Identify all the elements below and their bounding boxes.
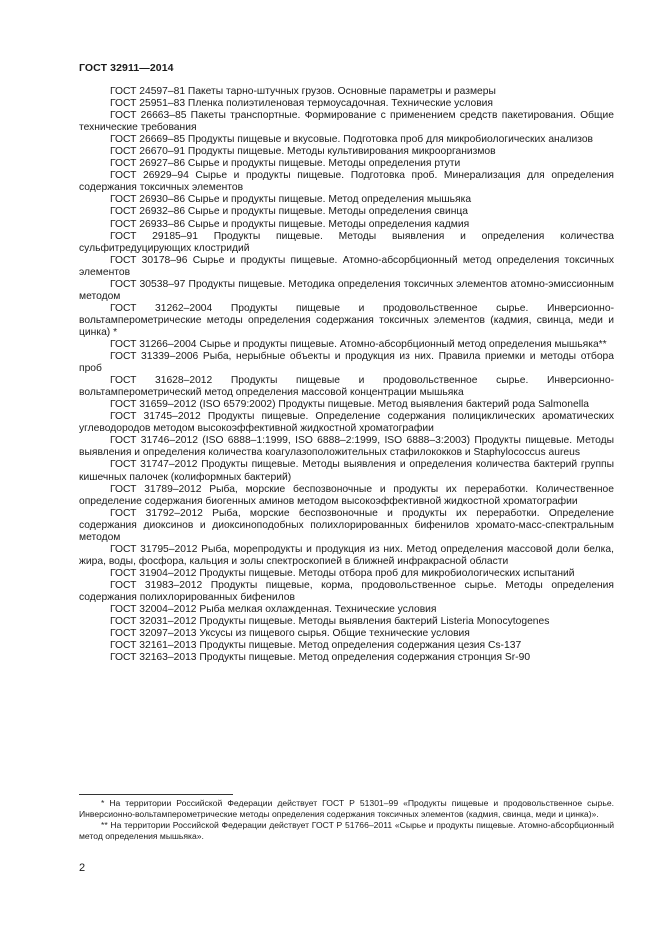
reference-item: ГОСТ 32161–2013 Продукты пищевые. Метод определения содержания цезия Cs-137 (110, 640, 522, 652)
reference-item: ГОСТ 31746–2012 (ISO 6888–1:1999, ISO 6888–2:1999, ISO 6888–3:2003) Продукты пищевые. Методы выявления и определения количества коагулазоположительных стафилококков и Staphylococcus aureus (79, 435, 614, 459)
reference-item: ГОСТ 31745–2012 Продукты пищевые. Определение содержания полициклических ароматических углеводородов методом высокоэффективной жидкостной хроматографии (79, 411, 614, 435)
page-number: 2 (79, 862, 86, 874)
reference-item: ГОСТ 29185–91 Продукты пищевые. Методы выявления и определения количества сульфитредуцирующих клостридий (79, 230, 614, 254)
reference-item: ГОСТ 24597–81 Пакеты тарно-штучных грузов. Основные параметры и размеры (110, 86, 496, 97)
reference-item: ГОСТ 26663–85 Пакеты транспортные. Формирование с применением средств пакетирования. Общие технические требования (79, 110, 614, 134)
reference-item: ГОСТ 32097–2013 Уксусы из пищевого сырья. Общие технические условия (110, 628, 470, 640)
standard-header: ГОСТ 32911—2014 (79, 62, 174, 74)
reference-item: ГОСТ 26932–86 Сырье и продукты пищевые. Методы определения свинца (110, 206, 469, 218)
reference-item: ГОСТ 31904–2012 Продукты пищевые. Методы отбора проб для микробиологических испытаний (110, 567, 575, 579)
reference-item: ГОСТ 31339–2006 Рыба, нерыбные объекты и продукция из них. Правила приемки и методы отбора проб (79, 351, 614, 375)
reference-item: ГОСТ 26927–86 Сырье и продукты пищевые. Методы определения ртути (110, 158, 461, 170)
reference-item: ГОСТ 31789–2012 Рыба, морские беспозвоночные и продукты их переработки. Количественное определение содержания биогенных аминов методом высокоэффективной жидкостной хроматографии (79, 483, 614, 507)
reference-item: ГОСТ 26669–85 Продукты пищевые и вкусовые. Подготовка проб для микробиологических анализов (110, 134, 594, 146)
reference-item: ГОСТ 25951–83 Пленка полиэтиленовая термоусадочная. Технические условия (110, 98, 494, 110)
footnote-item: ** На территории Российской Федерации действует ГОСТ Р 51766–2011 «Сырье и продукты пищевые. Атомно-абсорбционный метод определения мышьяка». (79, 820, 614, 841)
reference-item: ГОСТ 31792–2012 Рыба, морские беспозвоночные и продукты их переработки. Определение содержания диоксинов и диоксиноподобных полихлорированных бифенилов хромато-масс-спектральным методом (79, 507, 614, 543)
reference-item: ГОСТ 26670–91 Продукты пищевые. Методы культивирования микроорганизмов (110, 146, 496, 158)
reference-item: ГОСТ 26933–86 Сырье и продукты пищевые. Методы определения кадмия (110, 218, 470, 230)
footnotes (79, 798, 614, 842)
reference-item: ГОСТ 31266–2004 Сырье и продукты пищевые. Атомно-абсорбционный метод определения мышьяка** (110, 338, 607, 350)
reference-item: ГОСТ 31628–2012 Продукты пищевые и продовольственное сырье. Инверсионно-вольтамперометрический метод определения массовой концентрации мышьяка (79, 375, 614, 399)
reference-item: ГОСТ 31795–2012 Рыба, морепродукты и продукция из них. Метод определения массовой доли белка, жира, воды, фосфора, кальция и золы спектроскопией в ближней инфракрасной области (79, 543, 614, 567)
reference-item: ГОСТ 31262–2004 Продукты пищевые и продовольственное сырье. Инверсионно-вольтамперометрические методы определения содержания токсичных элементов (кадмия, свинца, меди и цинка) * (79, 302, 614, 338)
reference-item: ГОСТ 31983–2012 Продукты пищевые, корма, продовольственное сырье. Методы определения содержания полихлорированных бифенилов (79, 579, 614, 603)
reference-item: ГОСТ 31659–2012 (ISO 6579:2002) Продукты пищевые. Метод выявления бактерий рода Salmonella (110, 399, 590, 411)
reference-item: ГОСТ 30178–96 Сырье и продукты пищевые. Атомно-абсорбционный метод определения токсичных элементов (79, 254, 614, 278)
reference-item: ГОСТ 32163–2013 Продукты пищевые. Метод определения содержания стронция Sr-90 (110, 652, 531, 664)
footnote-item: * На территории Российской Федерации действует ГОСТ Р 51301–99 «Продукты пищевые и продовольственное сырье. Инверсионно-вольтамперометрические методы определения содержания токсичных элементов (кадмия, свинца, меди и цинка)». (79, 798, 614, 819)
reference-item: ГОСТ 30538–97 Продукты пищевые. Методика определения токсичных элементов атомно-эмиссионным методом (79, 278, 614, 302)
reference-item: ГОСТ 32031–2012 Продукты пищевые. Методы выявления бактерий Listeria Monocytogenes (110, 616, 550, 628)
reference-item: ГОСТ 26930–86 Сырье и продукты пищевые. Метод определения мышьяка (110, 194, 472, 206)
normative-references-list (79, 86, 614, 664)
footnote-divider (79, 794, 233, 795)
reference-item: ГОСТ 31747–2012 Продукты пищевые. Методы выявления и определения количества бактерий группы кишечных палочек (колиформных бактерий) (79, 459, 614, 483)
reference-item: ГОСТ 32004–2012 Рыба мелкая охлажденная. Технические условия (110, 604, 437, 616)
reference-item: ГОСТ 26929–94 Сырье и продукты пищевые. Подготовка проб. Минерализация для определения содержания токсичных элементов (79, 170, 614, 194)
